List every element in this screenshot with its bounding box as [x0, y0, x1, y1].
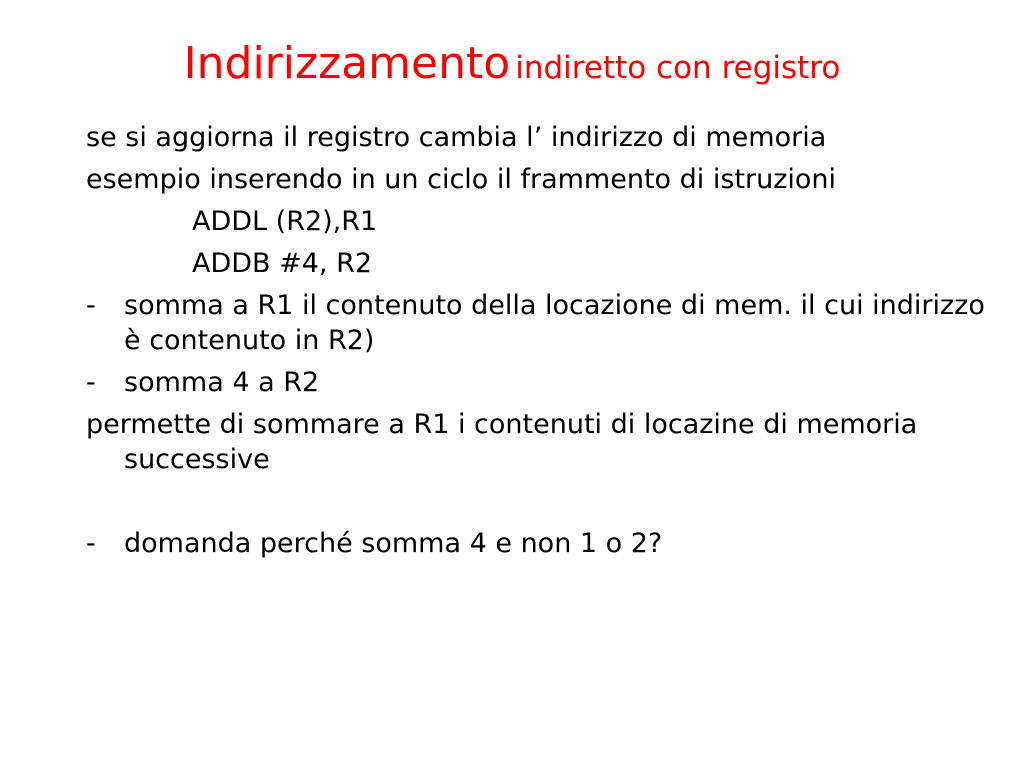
title-sub: indiretto con registro	[515, 50, 841, 86]
title-main: Indirizzamento	[183, 38, 511, 89]
code-line-addl: ADDL (R2),R1	[192, 206, 378, 237]
dash-item-text: somma a R1 il contenuto della locazione di mem. il cui indirizzo è contenuto in R2)	[124, 290, 985, 356]
dash-mark: -	[86, 290, 96, 321]
dash-item-somma-4	[86, 365, 986, 400]
dash-item-domanda	[86, 526, 986, 561]
code-line-addb: ADDB #4, R2	[192, 248, 373, 279]
slide-body	[86, 120, 986, 568]
dash-item-text: domanda perché somma 4 e non 1 o 2?	[124, 528, 663, 559]
line-permette: permette di sommare a R1 i contenuti di locazine di memoria successive	[86, 409, 918, 475]
dash-item-somma-r1	[86, 288, 986, 358]
slide-title	[0, 40, 1024, 88]
dash-mark: -	[86, 367, 96, 398]
line-example-intro: esempio inserendo in un ciclo il frammento di istruzioni	[86, 164, 837, 195]
line-registro-update: se si aggiorna il registro cambia l’ indirizzo di memoria	[86, 122, 827, 153]
spacer	[86, 484, 986, 526]
dash-mark: -	[86, 528, 96, 559]
dash-item-text: somma 4 a R2	[124, 367, 320, 398]
